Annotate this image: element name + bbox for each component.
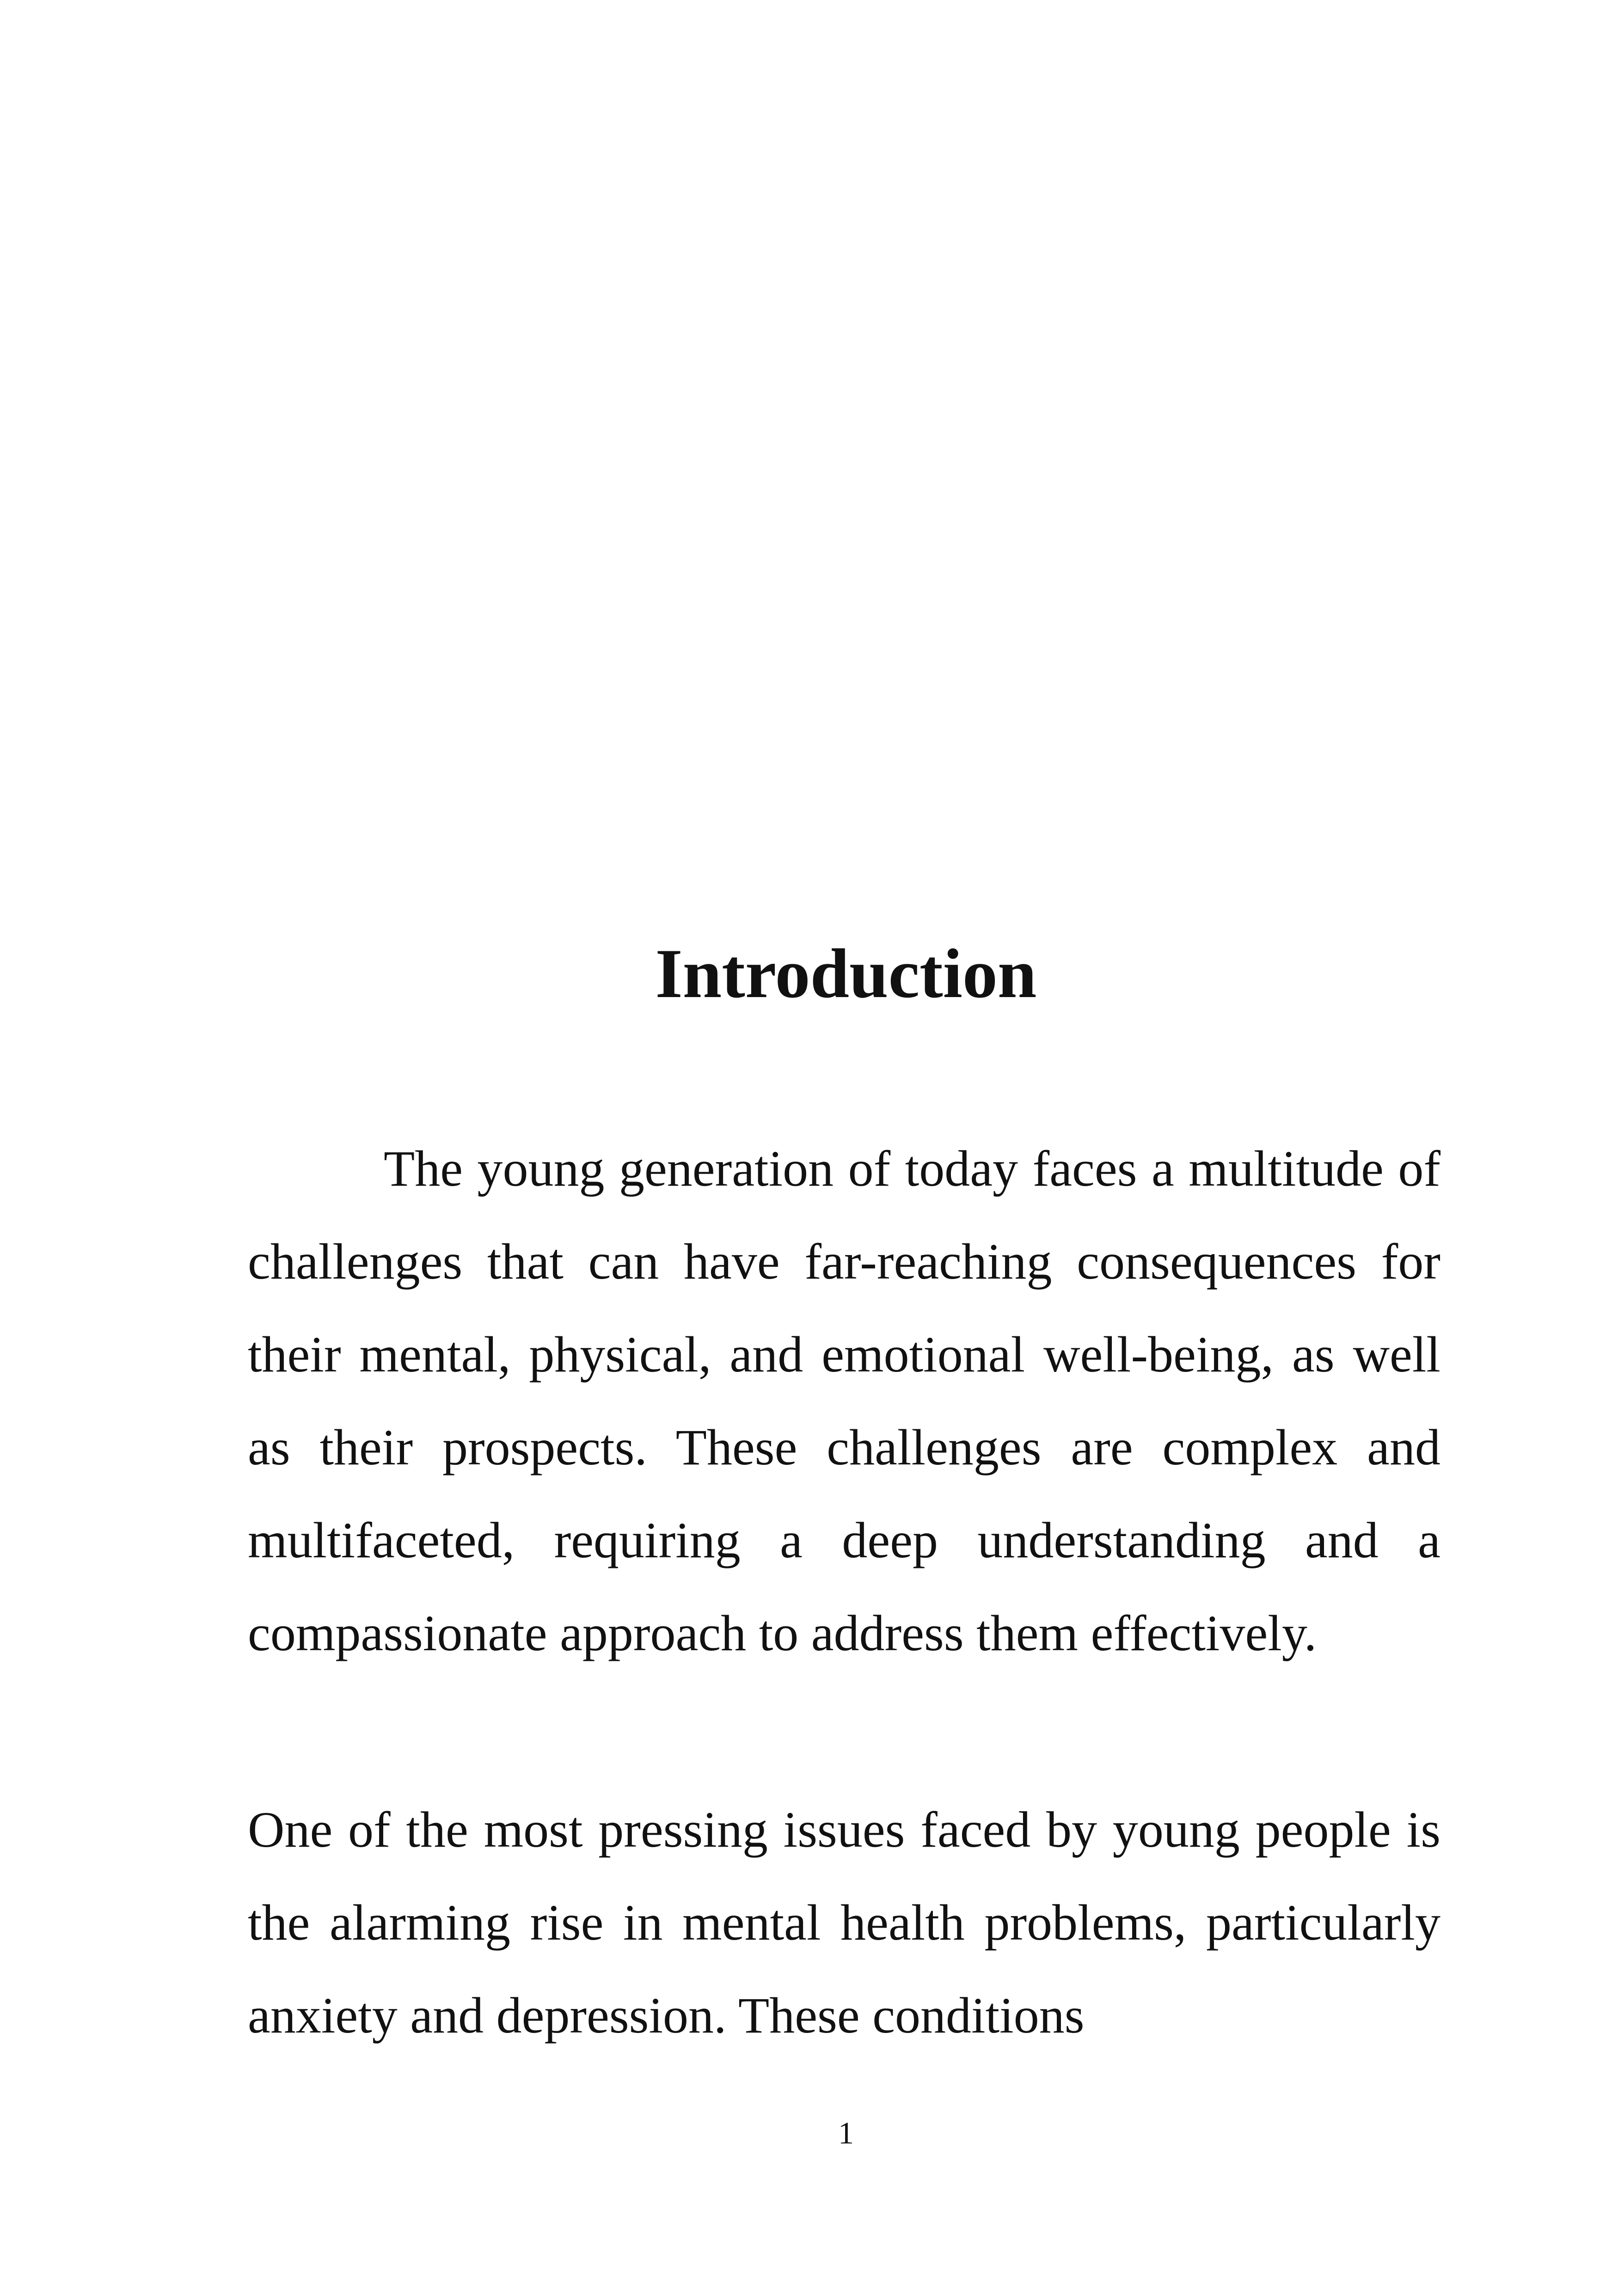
body-paragraph-1: The young generation of today faces a multitude of challenges that can have far-reaching consequences for their mental, physical, and emotional well-being, as well as their prospects. These challenges are complex and multifaceted, requiring a deep understanding and a compassionate approach to address them effectively. — [248, 1140, 1440, 1661]
page-title: Introduction — [655, 935, 1037, 1012]
body-paragraph-2: One of the most pressing issues faced by young people is the alarming rise in mental health problems, particularly anxiety and depression. These conditions — [248, 1801, 1440, 2044]
page-number: 1 — [838, 2115, 854, 2150]
